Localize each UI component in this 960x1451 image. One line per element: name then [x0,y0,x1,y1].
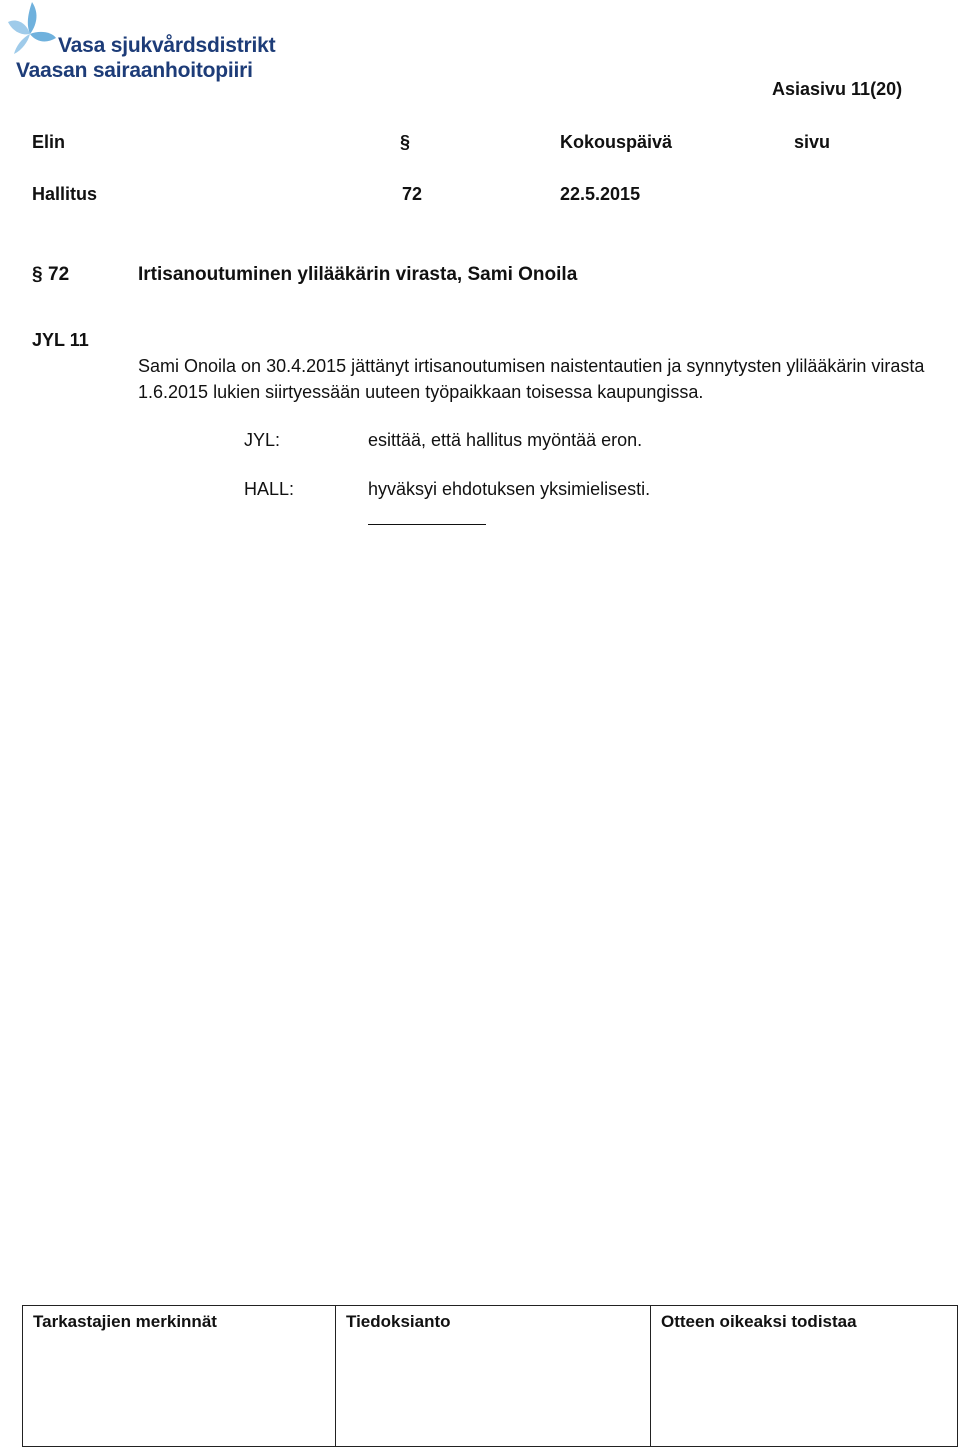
header-label-page: sivu [794,132,831,152]
logo-text-swedish: Vasa sjukvårdsdistrikt [58,34,276,57]
footer-cell-notification [336,1306,651,1447]
header-label-organ: Elin [32,132,66,152]
end-rule [368,524,486,525]
decision-label-proposal: JYL: [244,430,281,450]
item-section-symbol: § [32,264,43,285]
page-number: Asiasivu 11(20) [772,79,903,99]
decision-text-proposal: esittää, että hallitus myöntää eron. [368,430,643,450]
decision-label-board: HALL: [244,479,295,499]
header-label-section: § [400,132,411,152]
header-label-meeting-date: Kokouspäivä [560,132,673,152]
footer-label-notification: Tiedoksianto [346,1312,451,1331]
header-value-section: 72 [402,184,423,204]
header-value-organ: Hallitus [32,184,98,204]
footer-label-reviewers: Tarkastajien merkinnät [33,1312,217,1331]
logo-text-finnish: Vaasan sairaanhoitopiiri [16,59,253,82]
decision-text-board: hyväksyi ehdotuksen yksimielisesti. [368,479,651,499]
item-number: 72 [48,264,70,285]
footer-cell-certification [651,1306,958,1447]
header-value-meeting-date: 22.5.2015 [560,184,641,204]
footer-cell-reviewers [23,1306,336,1447]
item-title: Irtisanoutuminen ylilääkärin virasta, Sami Onoila [138,264,578,285]
preparation-label: JYL 11 [32,330,89,350]
footer-label-certification: Otteen oikeaksi todistaa [661,1312,857,1331]
footer-table [22,1305,958,1447]
logo-mark [6,0,62,60]
body-paragraph: Sami Onoila on 30.4.2015 jättänyt irtisanoutumisen naistentautien ja synnytysten ylilääkärin virasta 1.6.2015 lukien siirtyessään uuteen työpaikkaan toisessa kaupungissa. [138,356,925,402]
